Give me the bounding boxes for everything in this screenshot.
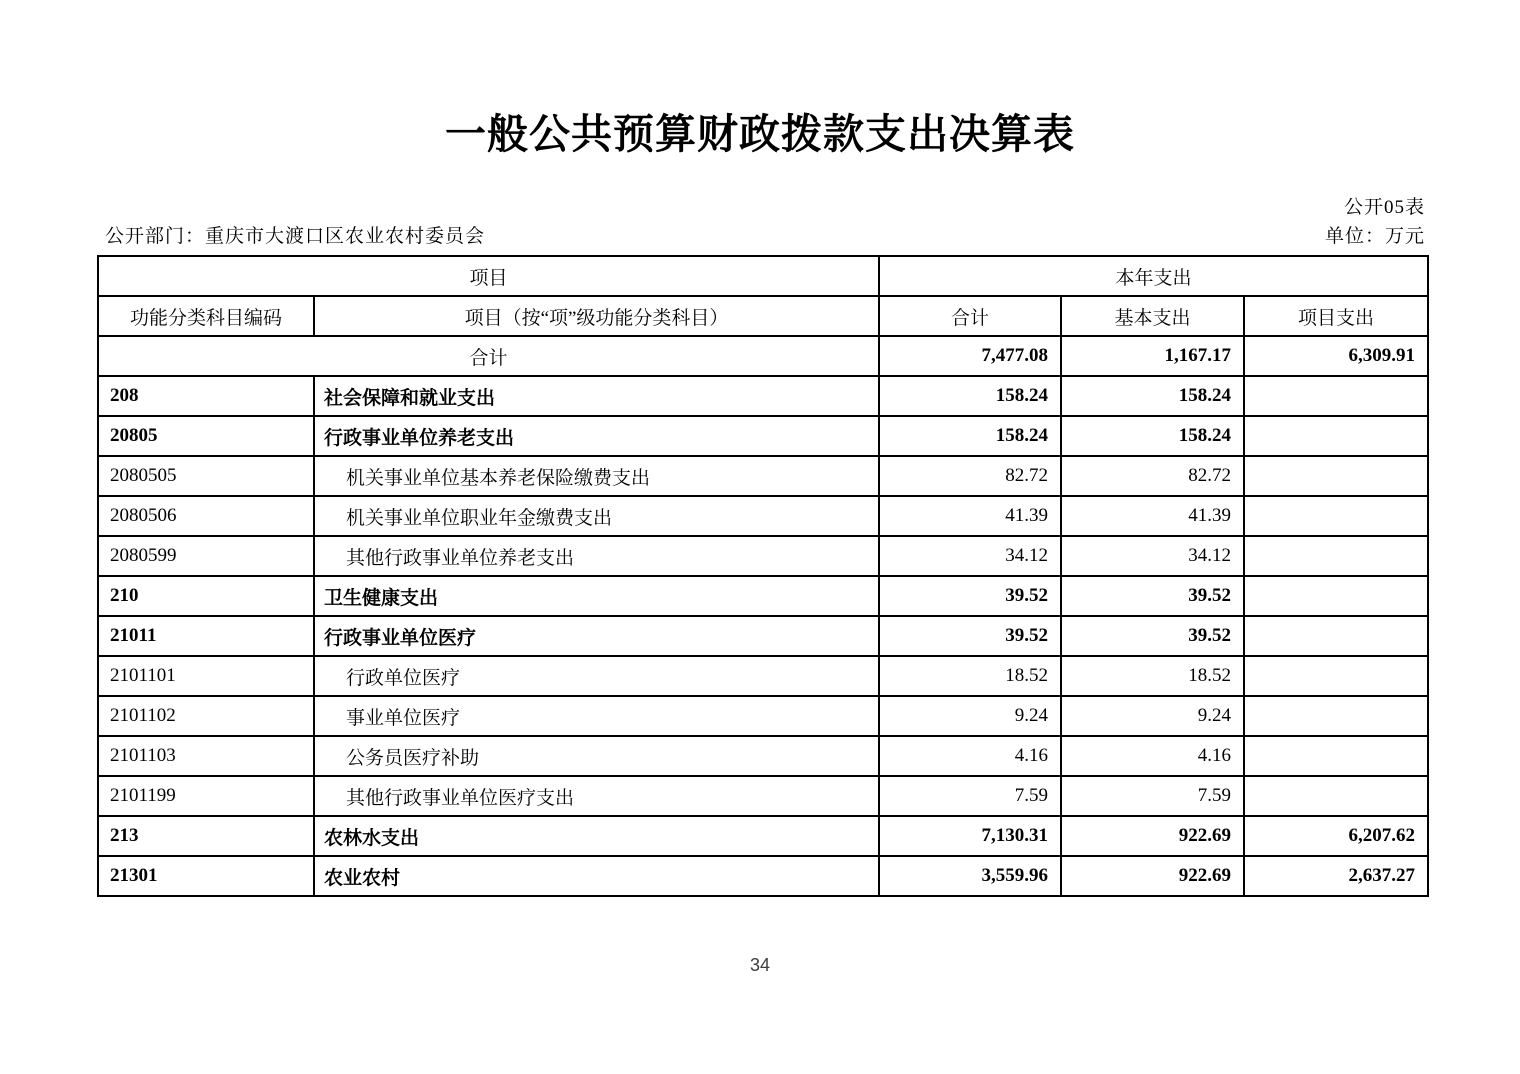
header-project-column: 项目支出: [1244, 296, 1428, 336]
row-basic-value: 18.52: [1061, 656, 1244, 696]
row-basic-value: 39.52: [1061, 576, 1244, 616]
header-group-row: [98, 256, 1428, 296]
table-row: [98, 656, 1428, 696]
row-total-value: 39.52: [879, 616, 1061, 656]
total-row-label: 合计: [98, 336, 879, 376]
row-total-value: 158.24: [879, 416, 1061, 456]
row-basic-value: 922.69: [1061, 816, 1244, 856]
row-total-value: 4.16: [879, 736, 1061, 776]
row-code: 213: [98, 816, 314, 856]
row-code: 2101199: [98, 776, 314, 816]
department-label: 公开部门：重庆市大渡口区农业农村委员会: [105, 226, 486, 247]
table-row: [98, 816, 1428, 856]
row-total-value: 3,559.96: [879, 856, 1061, 896]
row-basic-value: 39.52: [1061, 616, 1244, 656]
row-total-value: 82.72: [879, 456, 1061, 496]
row-total-value: 7,130.31: [879, 816, 1061, 856]
sheet-label: 公开05表: [1343, 197, 1425, 218]
row-project-value: [1244, 536, 1428, 576]
row-basic-value: 41.39: [1061, 496, 1244, 536]
table-total-row: [98, 336, 1428, 376]
header-total-column: 合计: [879, 296, 1061, 336]
row-name: 机关事业单位基本养老保险缴费支出: [314, 456, 879, 496]
table-row: [98, 696, 1428, 736]
row-name: 农林水支出: [314, 816, 879, 856]
row-total-value: 158.24: [879, 376, 1061, 416]
row-project-value: [1244, 736, 1428, 776]
row-project-value: [1244, 616, 1428, 656]
row-basic-value: 7.59: [1061, 776, 1244, 816]
row-name: 社会保障和就业支出: [314, 376, 879, 416]
table-row: [98, 776, 1428, 816]
table-row: [98, 536, 1428, 576]
row-name: 事业单位医疗: [314, 696, 879, 736]
page-title: 一般公共预算财政拨款支出决算表: [445, 111, 1075, 157]
header-basic-column: 基本支出: [1061, 296, 1244, 336]
row-code: 2101102: [98, 696, 314, 736]
row-name: 其他行政事业单位医疗支出: [314, 776, 879, 816]
row-project-value: 6,207.62: [1244, 816, 1428, 856]
row-basic-value: 4.16: [1061, 736, 1244, 776]
row-project-value: [1244, 376, 1428, 416]
row-code: 21301: [98, 856, 314, 896]
row-total-value: 41.39: [879, 496, 1061, 536]
header-columns-row: [98, 296, 1428, 336]
row-basic-value: 34.12: [1061, 536, 1244, 576]
row-project-value: 2,637.27: [1244, 856, 1428, 896]
row-name: 机关事业单位职业年金缴费支出: [314, 496, 879, 536]
row-project-value: [1244, 456, 1428, 496]
row-total-value: 34.12: [879, 536, 1061, 576]
row-project-value: [1244, 656, 1428, 696]
total-row-project-value: 6,309.91: [1244, 336, 1428, 376]
row-project-value: [1244, 696, 1428, 736]
header-code-column: 功能分类科目编码: [98, 296, 314, 336]
row-project-value: [1244, 576, 1428, 616]
row-total-value: 18.52: [879, 656, 1061, 696]
header-item-group: 项目: [98, 256, 879, 296]
row-code: 210: [98, 576, 314, 616]
row-name: 行政单位医疗: [314, 656, 879, 696]
row-code: 2101101: [98, 656, 314, 696]
row-total-value: 7.59: [879, 776, 1061, 816]
meta-row: [105, 221, 1425, 248]
row-code: 2080505: [98, 456, 314, 496]
row-basic-value: 82.72: [1061, 456, 1244, 496]
row-name: 其他行政事业单位养老支出: [314, 536, 879, 576]
table-row: [98, 496, 1428, 536]
row-name: 行政事业单位养老支出: [314, 416, 879, 456]
row-name: 卫生健康支出: [314, 576, 879, 616]
header-expense-group: 本年支出: [879, 256, 1428, 296]
table-row: [98, 376, 1428, 416]
row-name: 行政事业单位医疗: [314, 616, 879, 656]
row-project-value: [1244, 496, 1428, 536]
table-body: [98, 336, 1428, 896]
unit-label: 单位：万元: [1324, 226, 1425, 247]
header-item-column: 项目（按“项”级功能分类科目）: [314, 296, 879, 336]
row-code: 2101103: [98, 736, 314, 776]
table-row: [98, 856, 1428, 896]
row-name: 公务员医疗补助: [314, 736, 879, 776]
expenditure-table: [97, 255, 1429, 897]
table-row: [98, 736, 1428, 776]
row-name: 农业农村: [314, 856, 879, 896]
row-total-value: 39.52: [879, 576, 1061, 616]
row-project-value: [1244, 776, 1428, 816]
row-code: 20805: [98, 416, 314, 456]
row-total-value: 9.24: [879, 696, 1061, 736]
row-basic-value: 922.69: [1061, 856, 1244, 896]
row-basic-value: 158.24: [1061, 416, 1244, 456]
total-row-total-value: 7,477.08: [879, 336, 1061, 376]
row-basic-value: 158.24: [1061, 376, 1244, 416]
row-project-value: [1244, 416, 1428, 456]
table-row: [98, 416, 1428, 456]
table-row: [98, 456, 1428, 496]
table-row: [98, 576, 1428, 616]
row-code: 208: [98, 376, 314, 416]
total-row-basic-value: 1,167.17: [1061, 336, 1244, 376]
row-code: 2080506: [98, 496, 314, 536]
row-basic-value: 9.24: [1061, 696, 1244, 736]
row-code: 2080599: [98, 536, 314, 576]
table-row: [98, 616, 1428, 656]
row-code: 21011: [98, 616, 314, 656]
page-number: 34: [749, 955, 771, 975]
